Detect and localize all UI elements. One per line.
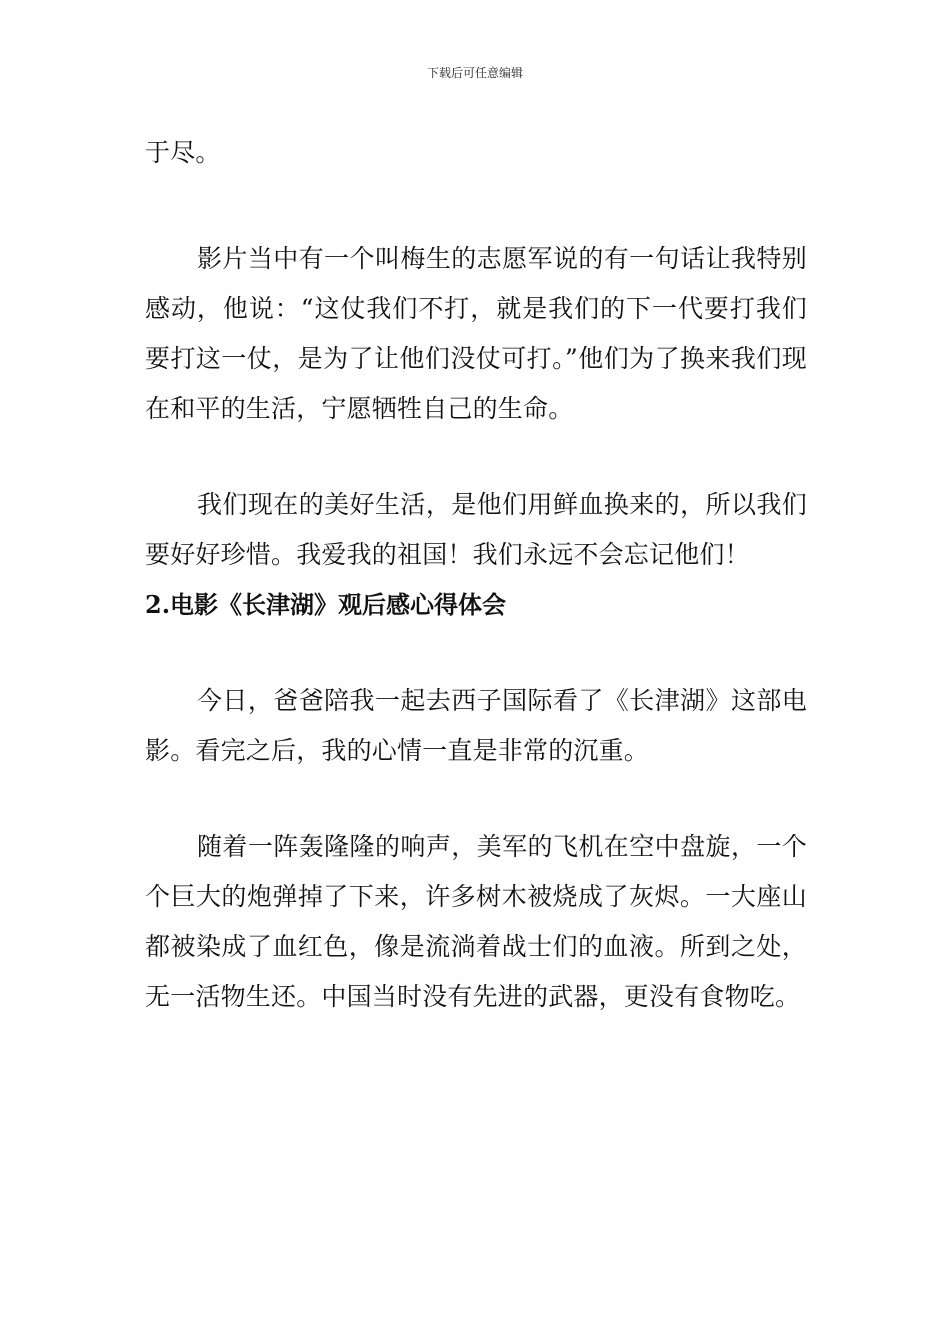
- paragraph-battle-scene: 随着一阵轰隆隆的响声，美军的飞机在空中盘旋，一个个巨大的炮弹掉了下来，许多树木被烧成了灰烬。一大座山都被染成了血红色，像是流淌着战士们的血液。所到之处，无一活物生还。中国当时没有先进的武器，更没有食物吃。: [145, 832, 807, 1011]
- section-heading: 2.电影《长津湖》观后感心得体会: [145, 590, 507, 619]
- paragraph-continuation: 于尽。: [145, 138, 221, 167]
- document-body: [145, 128, 807, 1022]
- paragraph-cherish: 我们现在的美好生活，是他们用鲜血换来的，所以我们要好好珍惜。我爱我的祖国！我们永远不会忘记他们！: [145, 490, 807, 569]
- page-header: 下载后可任意编辑: [426, 66, 523, 80]
- paragraph-watched-movie: 今日，爸爸陪我一起去西子国际看了《长津湖》这部电影。看完之后，我的心情一直是非常的沉重。: [145, 686, 807, 765]
- paragraph-meisheng-quote: 影片当中有一个叫梅生的志愿军说的有一句话让我特别感动，他说：“这仗我们不打，就是我们的下一代要打我们要打这一仗，是为了让他们没仗可打。”他们为了换来我们现在和平的生活，宁愿牺牲自己的生命。: [145, 244, 807, 423]
